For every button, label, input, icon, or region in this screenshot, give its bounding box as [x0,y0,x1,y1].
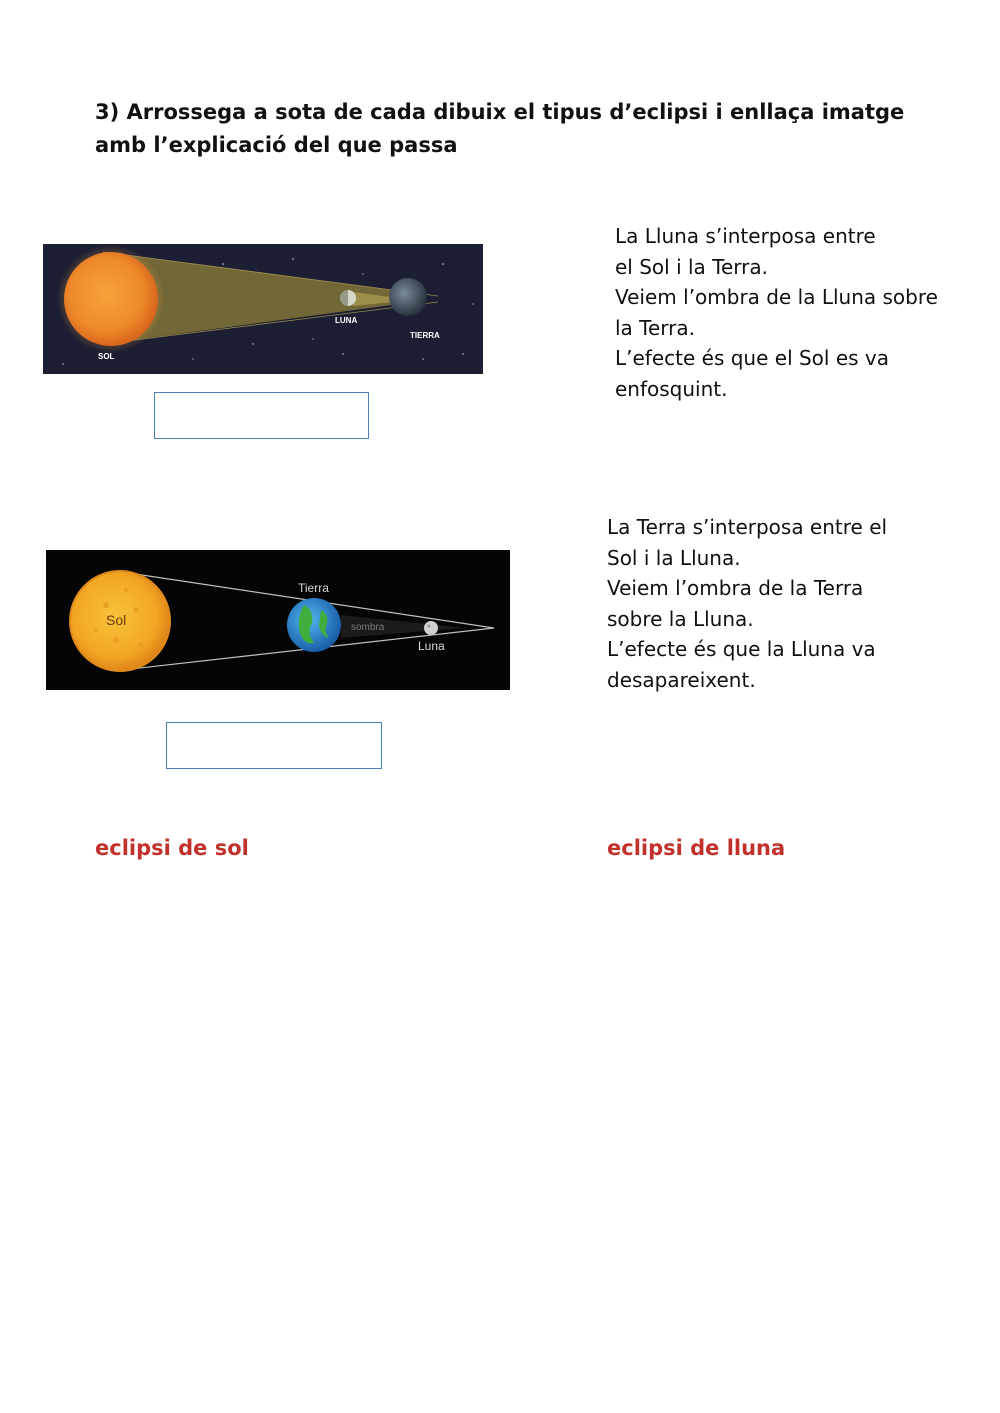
instruction-text [95,96,915,162]
explanation-lunar[interactable] [607,512,902,695]
explanation-line: Veiem l’ombra de la Terra [607,576,864,600]
explanation-line: La Lluna s’interposa entre [615,224,876,248]
sun [64,252,158,346]
explanation-line: L’efecte és que el Sol es va [615,346,890,370]
explanation-line: L’efecte és que la Lluna va [607,637,876,661]
lunar-eclipse-image [46,550,510,690]
explanation-line: la Terra. [615,315,695,340]
earth-label: Tierra [298,581,329,595]
earth [389,278,427,316]
explanation-line: La Terra s’interposa entre el [607,515,888,539]
explanation-line: Sol i la Lluna. [607,545,741,570]
moon [424,621,438,635]
draggable-answer-solar-eclipse[interactable]: eclipsi de sol [95,836,249,860]
instruction-line-1: 3) Arrossega a sota de cada dibuix el tipus d’eclipsi i enllaça imatge [95,100,905,124]
explanation-line: el Sol i la Terra. [615,254,768,279]
moon-label: Luna [418,639,445,653]
drop-target-1[interactable] [154,392,369,439]
moon-label: LUNA [335,316,358,325]
drop-target-2[interactable] [166,722,382,769]
earth [287,598,341,652]
shadow-label: sombra [351,622,385,633]
explanation-line: enfosquint. [615,376,728,401]
explanation-solar[interactable] [615,221,942,404]
sun-label: Sol [106,612,127,628]
solar-eclipse-image [43,244,483,374]
solar-eclipse-diagram [43,244,483,374]
earth-label: TIERRA [410,331,440,340]
explanation-line: Veiem l’ombra de la Lluna sobre [615,285,938,309]
explanation-line: sobre la Lluna. [607,606,754,631]
sun-label: SOL [98,352,115,361]
explanation-line: desapareixent. [607,667,756,692]
draggable-answer-lunar-eclipse[interactable]: eclipsi de lluna [607,836,786,860]
instruction-line-2: amb l’explicació del que passa [95,133,458,157]
lunar-eclipse-diagram [46,550,510,690]
